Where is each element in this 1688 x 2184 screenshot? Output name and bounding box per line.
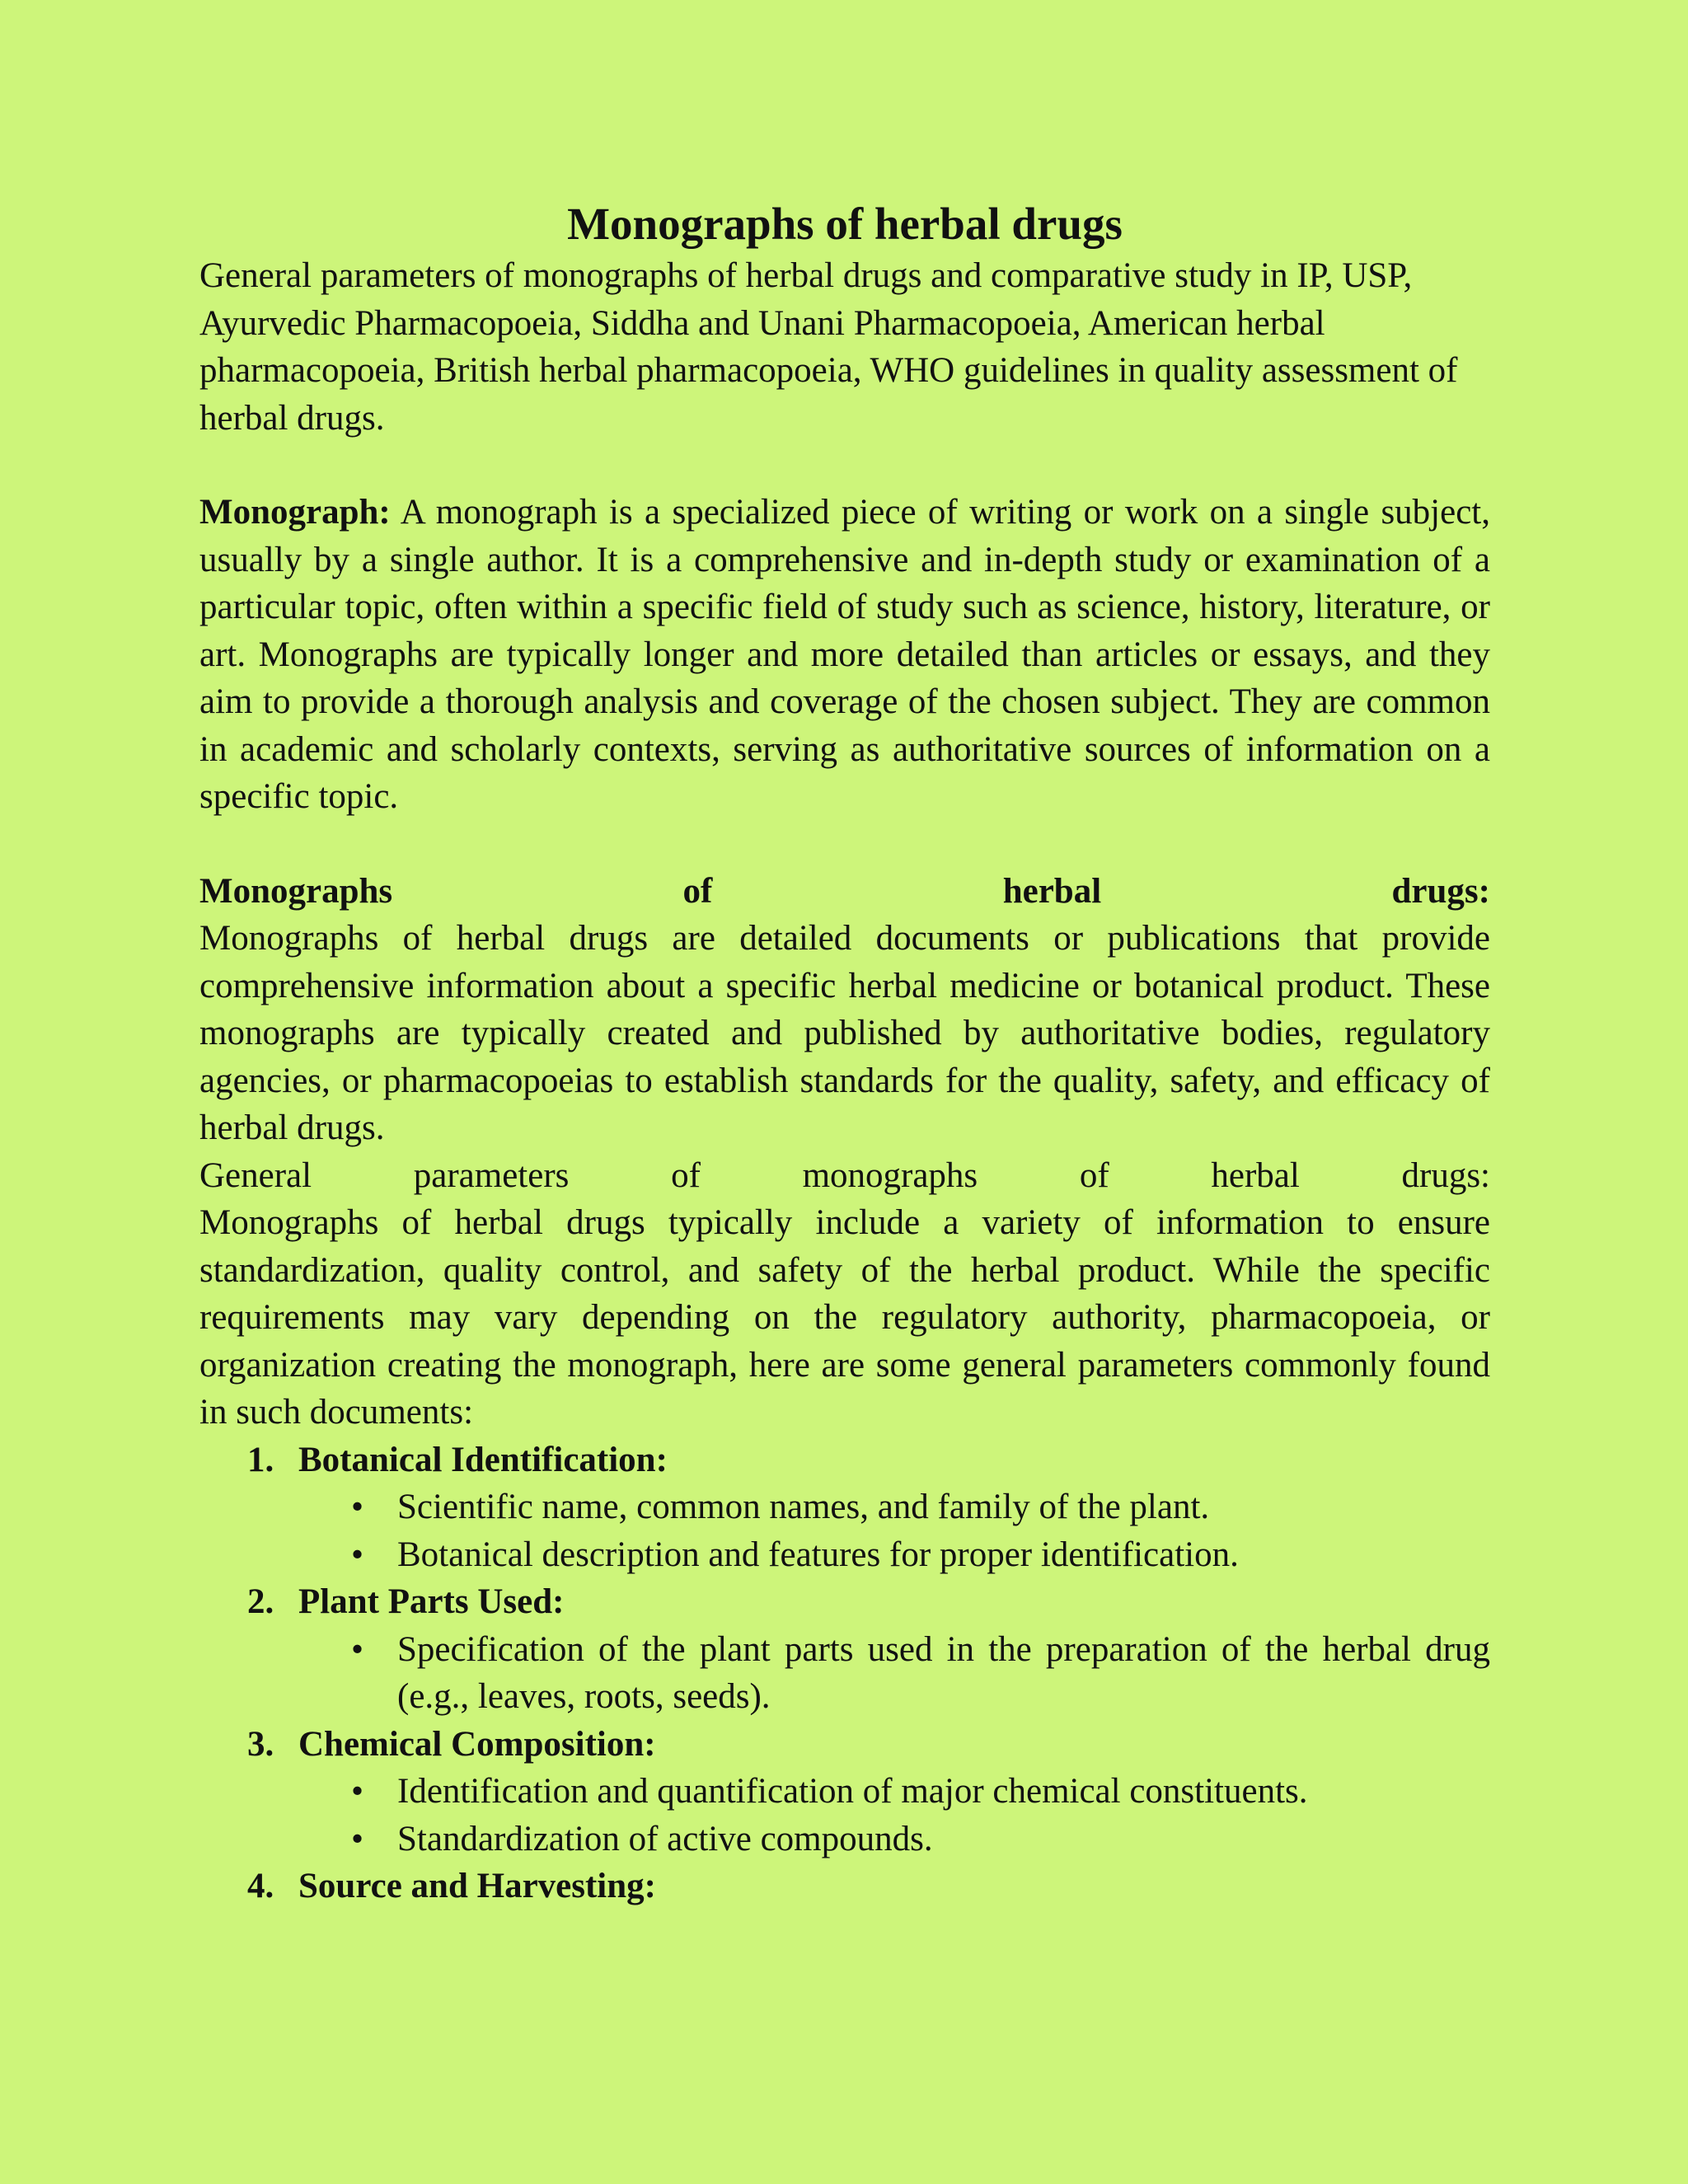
general-heading-word: General	[199, 1155, 312, 1195]
herbal-heading-word: herbal	[1002, 871, 1102, 911]
general-heading-word: drugs:	[1401, 1155, 1490, 1195]
bullet-text: Scientific name, common names, and family of the plant.	[397, 1488, 1210, 1526]
bullet-text: Specification of the plant parts used in the preparation of the herbal drug (e.g., leaves, roots, seeds).	[397, 1629, 1490, 1716]
list-heading: Source and Harvesting:	[298, 1867, 656, 1905]
list-item	[199, 1578, 1490, 1721]
spacer	[199, 821, 1490, 868]
list-number: 1.	[247, 1440, 274, 1479]
bullet-list	[298, 1768, 1490, 1863]
bullet-text: Standardization of active compounds.	[397, 1819, 933, 1858]
bullet-list	[298, 1483, 1490, 1578]
herbal-heading-word: Monographs	[199, 871, 393, 911]
general-heading	[199, 1152, 1490, 1200]
herbal-paragraph: Monographs of herbal drugs are detailed documents or publications that provide comprehensive information about a specific herbal medicine or botanical product. These monographs are typically created and published by authoritative bodies, regulatory agencies, or pharmacopoeias to establish standards for the quality, safety, and efficacy of herbal drugs.	[199, 919, 1490, 1147]
monograph-term: Monograph:	[199, 493, 391, 532]
list-item	[199, 1436, 1490, 1579]
bullet-item	[298, 1816, 1490, 1863]
herbal-heading-word: of	[682, 871, 713, 911]
bullet-icon: •	[351, 1772, 364, 1811]
list-item	[199, 1863, 1490, 1910]
general-heading-word: of	[671, 1155, 701, 1195]
list-item	[199, 1721, 1490, 1863]
bullet-icon: •	[351, 1535, 364, 1574]
bullet-text: Identification and quantification of major chemical constituents.	[397, 1772, 1308, 1811]
bullet-icon: •	[351, 1819, 364, 1858]
general-paragraph: Monographs of herbal drugs typically include a variety of information to ensure standardization, quality control, and safety of the herbal product. While the specific requirements may vary depending on the regulatory authority, pharmacopoeia, or organization creating the monograph, here are some general parameters commonly found in such documents:	[199, 1203, 1490, 1432]
list-heading: Chemical Composition:	[298, 1724, 656, 1764]
bullet-icon: •	[351, 1488, 364, 1526]
herbal-heading-word: drugs:	[1391, 871, 1490, 911]
list-number: 4.	[247, 1867, 274, 1905]
bullet-icon: •	[351, 1629, 364, 1669]
general-heading-word: herbal	[1211, 1155, 1300, 1195]
list-heading: Botanical Identification:	[298, 1440, 668, 1479]
general-heading-word: of	[1079, 1155, 1109, 1195]
monograph-definition: A monograph is a specialized piece of writing or work on a single subject, usually by a single author. It is a comprehensive and in-depth study or examination of a particular topic, often within a specific field of study such as science, history, literature, or art. Monographs are typically longer and more detailed than articles or essays, and they aim to provide a thorough analysis and coverage of the chosen subject. They are common in academic and scholarly contexts, serving as authoritative sources of information on a specific topic.	[199, 493, 1490, 816]
bullet-item	[298, 1768, 1490, 1816]
list-number: 3.	[247, 1724, 274, 1764]
general-heading-word: parameters	[413, 1155, 570, 1195]
bullet-list	[298, 1626, 1490, 1721]
herbal-heading	[199, 868, 1490, 916]
bullet-item	[298, 1531, 1490, 1579]
monograph-paragraph	[199, 489, 1490, 821]
page-title: Monographs of herbal drugs	[567, 199, 1123, 249]
bullet-text: Botanical description and features for proper identification.	[397, 1535, 1239, 1574]
bullet-item	[298, 1483, 1490, 1531]
parameters-list	[199, 1436, 1490, 1910]
intro-paragraph: General parameters of monographs of herbal drugs and comparative study in IP, USP, Ayurvedic Pharmacopoeia, Siddha and Unani Pharmacopoeia, American herbal pharmacopoeia, British herbal pharmacopoeia, WHO guidelines in quality assessment of herbal drugs.	[199, 256, 1458, 438]
bullet-item	[298, 1626, 1490, 1721]
general-heading-word: monographs	[802, 1155, 978, 1195]
list-number: 2.	[247, 1582, 274, 1621]
list-heading: Plant Parts Used:	[298, 1582, 565, 1621]
spacer	[199, 442, 1490, 489]
